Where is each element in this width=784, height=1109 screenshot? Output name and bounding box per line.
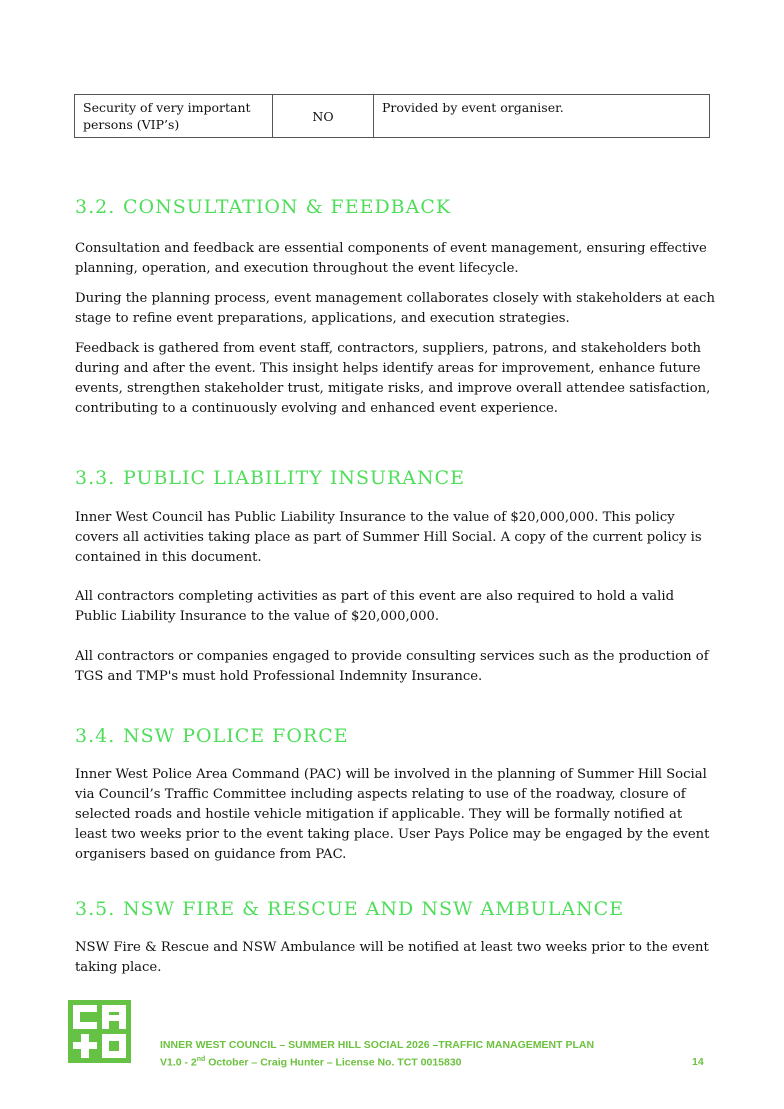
paragraph: Consultation and feedback are essential components of event management, ensuring effective planning, operation, and execution throughout the event lifecycle. [75, 241, 707, 276]
table-row [75, 95, 710, 138]
responsibility-table [74, 94, 710, 138]
section-title: PUBLIC LIABILITY INSURANCE [123, 467, 466, 489]
paragraph: During the planning process, event management collaborates closely with stakeholders at each stage to refine event preparations, applications, and execution strategies. [75, 291, 715, 326]
section-title: CONSULTATION & FEEDBACK [123, 196, 452, 218]
table-cell-item: Security of very important persons (VIP’s) [75, 95, 273, 138]
footer-version-text: V1.0 - 2 [160, 1056, 197, 1069]
paragraph: Inner West Council has Public Liability Insurance to the value of $20,000,000. This policy covers all activities taking place as part of Summer Hill Social. A copy of the current policy is contained in this document. [75, 510, 702, 565]
paragraph: Inner West Police Area Command (PAC) will be involved in the planning of Summer Hill Social via Council’s Traffic Committee including aspects relating to use of the roadway, closure of selected roads and hostile vehicle mitigation if applicable. They will be formally notified at least two weeks prior to the event taking place. User Pays Police may be engaged by the event organisers based on guidance from PAC. [75, 767, 710, 862]
section-title: NSW POLICE FORCE [123, 725, 349, 747]
logo-graphic [68, 1000, 131, 1063]
paragraph: NSW Fire & Rescue and NSW Ambulance will be notified at least two weeks prior to the event taking place. [75, 940, 709, 975]
paragraph: All contractors or companies engaged to provide consulting services such as the production of TGS and TMP's must hold Professional Indemnity Insurance. [75, 649, 709, 684]
paragraph: All contractors completing activities as part of this event are also required to hold a valid Public Liability Insurance to the value of $20,000,000. [75, 589, 675, 624]
paragraph: Feedback is gathered from event staff, contractors, suppliers, patrons, and stakeholders both during and after the event. This insight helps identify areas for improvement, enhance future events, strengthen stakeholder trust, mitigate risks, and improve overall attendee satisfaction, contributing to a continuously evolving and enhanced event experience. [75, 341, 711, 416]
footer-version-sup: nd [196, 1056, 206, 1063]
section-number: 3.2. [75, 196, 116, 218]
section-number: 3.4. [75, 725, 116, 747]
section-number: 3.3. [75, 467, 116, 489]
footer-title: INNER WEST COUNCIL – SUMMER HILL SOCIAL 2026 –TRAFFIC MANAGEMENT PLAN [160, 1039, 595, 1051]
company-logo [68, 1000, 131, 1063]
section-heading-3-4 [75, 725, 349, 747]
table-cell-required: NO [273, 95, 374, 138]
footer-version [160, 1056, 462, 1069]
section-heading-3-5 [75, 898, 624, 920]
footer-version-rest: October – Craig Hunter – License No. TCT 0015830 [205, 1056, 462, 1069]
section-title: NSW FIRE & RESCUE AND NSW AMBULANCE [123, 898, 625, 920]
page-number: 14 [692, 1056, 704, 1068]
section-heading-3-3 [75, 467, 465, 489]
section-heading-3-2 [75, 196, 451, 218]
section-number: 3.5. [75, 898, 116, 920]
table-cell-notes: Provided by event organiser. [374, 95, 710, 138]
